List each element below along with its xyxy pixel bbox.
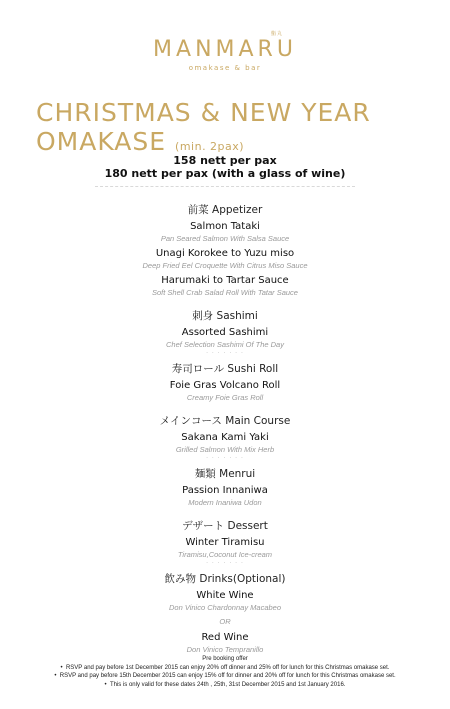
price-block [0,154,450,180]
price-with-wine: 180 nett per pax (with a glass of wine) [104,167,346,180]
section-heading-dessert: デザート Dessert [182,520,268,532]
min-pax-note: (min. 2pax) [175,140,245,153]
offer-item: • This is only valid for these dates 24th , 25th, 31st December 2015 and 1st January 2016. [0,681,450,690]
pre-booking-offer [0,655,450,689]
dish-description: Chef Selection Sashimi Of The Day [166,340,284,349]
dish-description: Tiramisu,Coconut Ice-cream [177,550,273,559]
dish-name: Unagi Korokee to Yuzu miso [155,248,295,259]
section-heading-appetizer: 前菜 Appetizer [187,204,263,216]
dish-description: Grilled Salmon With Mix Herb [175,445,275,454]
title-line-1: CHRISTMAS & NEW YEAR [36,98,371,127]
section-heading-menrui: 麺類 Menrui [194,468,256,480]
dish-name: Passion Innaniwa [182,485,268,496]
offer-heading: Pre booking offer [202,656,248,662]
dish-description: Creamy Foie Gras Roll [186,393,264,402]
dish-name: White Wine [196,590,254,601]
brand-tagline: omakase & bar [188,64,262,72]
dots-separator: · · · · · · · [206,560,244,567]
dish-description: Don Vinico Tempranillo [186,645,264,654]
dish-description: Modern Inaniwa Udon [188,498,262,507]
section-heading-drinks: 飲み物 Drinks(Optional) [164,573,286,585]
dish-name: Winter Tiramisu [185,537,265,548]
brand-name: MANMARU [153,37,297,62]
dish-description: Don Vinico Chardonnay Macabeo [168,603,282,612]
dish-name: Harumaki to Tartar Sauce [161,275,289,286]
dish-name: Red Wine [201,632,249,643]
offer-item: • RSVP and pay before 15th December 2015 can enjoy 15% off for dinner and 20% off for lunch for this Christmas omakase set. [0,672,450,681]
section-heading-sushi: 寿司ロール Sushi Roll [171,363,279,375]
dots-separator: · · · · · · · [206,455,244,462]
menu-list [0,198,450,655]
section-heading-sashimi: 刺身 Sashimi [192,310,258,322]
section-heading-main: メインコース Main Course [159,415,291,427]
dish-name: Sakana Kami Yaki [181,432,269,443]
page-title [36,98,436,161]
dots-separator: · · · · · · · [206,350,244,357]
dish-name: Foie Gras Volcano Roll [169,380,281,391]
dish-name: Salmon Tataki [190,221,260,232]
dish-name: Assorted Sashimi [181,327,269,338]
or-separator: OR [219,617,231,626]
divider [95,186,355,187]
dish-description: Pan Seared Salmon With Salsa Sauce [160,234,290,243]
dish-description: Soft Shell Crab Salad Roll With Tatar Sauce [152,288,298,297]
title-omakase: OMAKASE [36,127,167,156]
offer-item: • RSVP and pay before 1st December 2015 can enjoy 20% off dinner and 25% off for lunch for this Christmas omakase set. [0,664,450,673]
dish-description: Deep Fried Eel Croquette With Citrus Miso Sauce [142,261,308,270]
brand-logo [0,30,450,73]
price-standard: 158 nett per pax [173,154,277,167]
brand-kanji-tag: 鮨丸 [271,31,284,37]
